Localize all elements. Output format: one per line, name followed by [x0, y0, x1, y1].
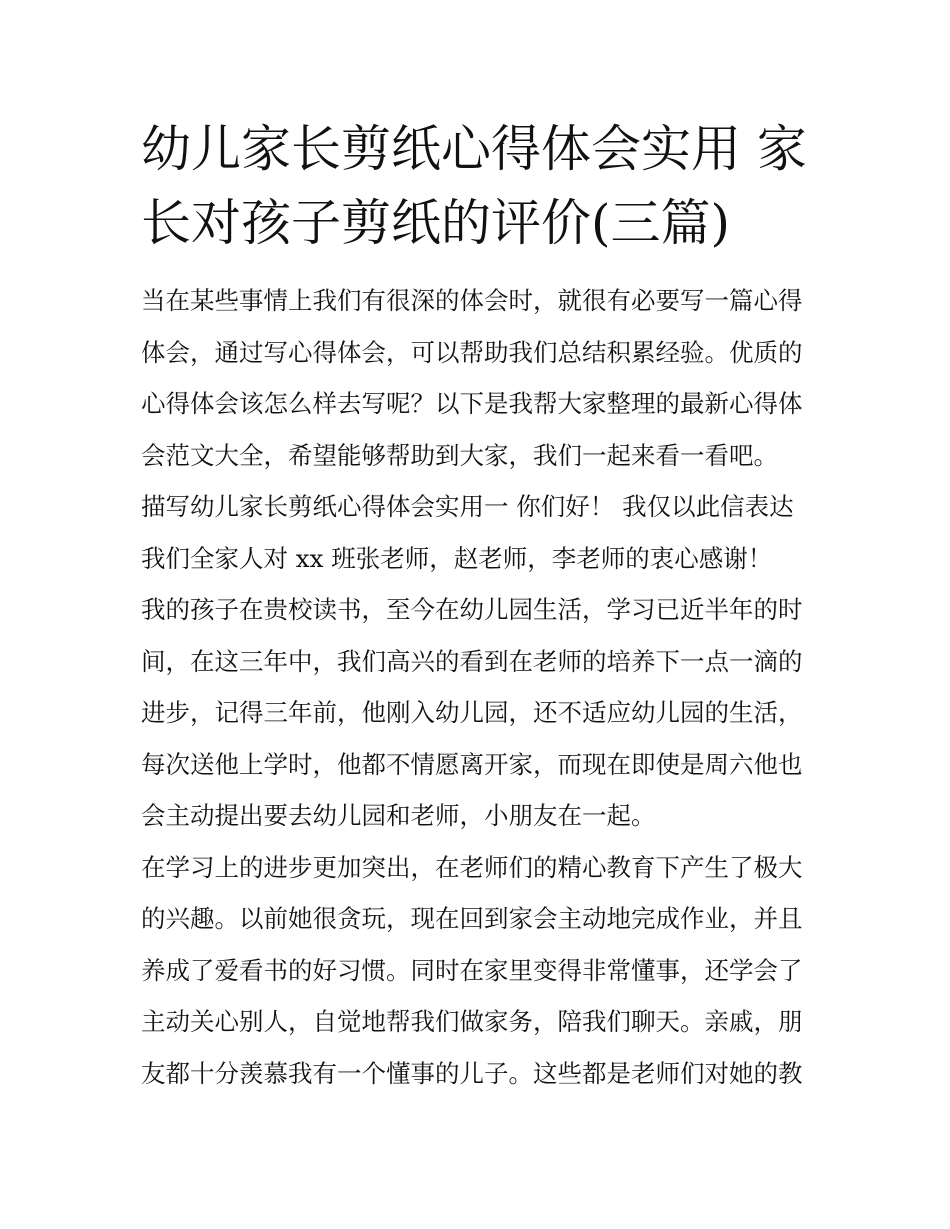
body-line-2: 体会，通过写心得体会，可以帮助我们总结积累经验。优质的	[141, 337, 803, 367]
body-line-10: 每次送他上学时，他都不情愿离开家，而现在即使是周六他也	[141, 749, 803, 779]
title-line-2: 长对孩子剪纸的评价(三篇)	[141, 194, 731, 252]
body-line-7: 我的孩子在贵校读书，至今在幼儿园生活，学习已近半年的时	[141, 595, 803, 624]
document-title	[141, 112, 821, 260]
body-line-11: 会主动提出要去幼儿园和老师，小朋友在一起。	[141, 801, 656, 830]
body-line-5: 描写幼儿家长剪纸心得体会实用一 你们好！ 我仅以此信表达	[141, 492, 794, 521]
body-line-8: 间，在这三年中，我们高兴的看到在老师的培养下一点一滴的	[141, 646, 803, 676]
body-line-9: 进步，记得三年前，他刚入幼儿园，还不适应幼儿园的生活，	[141, 698, 803, 727]
document-body	[141, 281, 821, 1105]
body-line-4: 会范文大全，希望能够帮助到大家，我们一起来看一看吧。	[141, 440, 778, 470]
body-line-12: 在学习上的进步更加突出，在老师们的精心教育下产生了极大	[141, 852, 803, 882]
body-line-13: 的兴趣。以前她很贪玩，现在回到家会主动地完成作业，并且	[141, 904, 803, 933]
title-line-1: 幼儿家长剪纸心得体会实用 家	[141, 120, 807, 178]
body-line-1: 当在某些事情上我们有很深的体会时，就很有必要写一篇心得	[141, 286, 803, 315]
body-line-15: 主动关心别人，自觉地帮我们做家务，陪我们聊天。亲戚，朋	[141, 1007, 803, 1036]
body-line-3: 心得体会该怎么样去写呢？以下是我帮大家整理的最新心得体	[141, 389, 803, 418]
body-line-16: 友都十分羡慕我有一个懂事的儿子。这些都是老师们对她的教	[141, 1058, 803, 1088]
body-line-6: 我们全家人对 xx 班张老师，赵老师，李老师的衷心感谢！	[141, 543, 773, 573]
body-line-14: 养成了爱看书的好习惯。同时在家里变得非常懂事，还学会了	[141, 955, 803, 985]
